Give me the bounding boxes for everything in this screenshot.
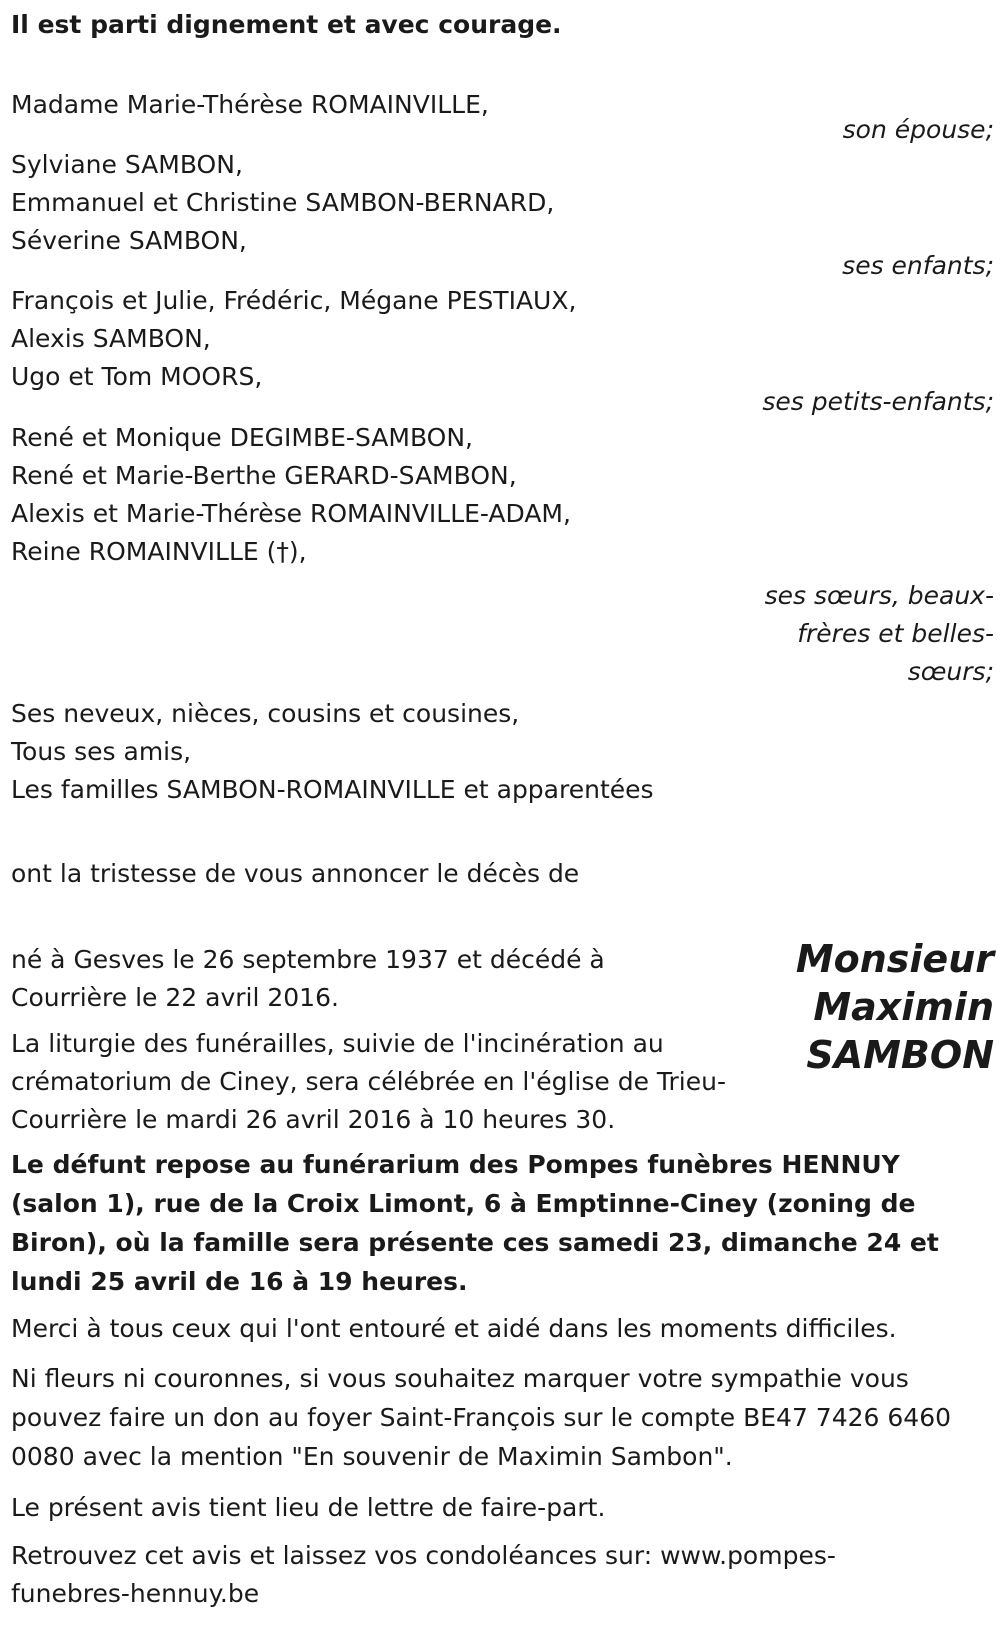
member-line: René et Marie-Berthe GERARD-SAMBON, bbox=[11, 461, 517, 490]
relation-label: ses petits-enfants; bbox=[762, 387, 994, 416]
relation-label: ses enfants; bbox=[842, 251, 994, 280]
others-line: Les familles SAMBON-ROMAINVILLE et apparentées bbox=[11, 775, 654, 804]
relation-label: son épouse; bbox=[842, 115, 994, 144]
donation-text: Ni fleurs ni couronnes, si vous souhaitez marquer votre sympathie vous pouvez faire un don au foyer Saint-François sur le compte BE47 7426 6460 0080 avec la mention "En souvenir de Maximin Sambon". bbox=[11, 1364, 952, 1471]
member-line: Alexis et Marie-Thérèse ROMAINVILLE-ADAM, bbox=[11, 499, 571, 528]
member-line: Madame Marie-Thérèse ROMAINVILLE, bbox=[11, 90, 489, 119]
liturgy-text: La liturgie des funérailles, suivie de l'incinération au crématorium de Ciney, sera célébrée en l'église de Trieu-Courrière le mardi 26 avril 2016 à 10 heures 30. bbox=[11, 1029, 726, 1134]
opening-line: Il est parti dignement et avec courage. bbox=[11, 10, 562, 39]
deceased-title: Monsieur bbox=[795, 937, 994, 981]
member-line: Sylviane SAMBON, bbox=[11, 150, 243, 179]
notice-text: Le présent avis tient lieu de lettre de faire-part. bbox=[11, 1493, 606, 1522]
member-line: René et Monique DEGIMBE-SAMBON, bbox=[11, 423, 473, 452]
deceased-last-name: SAMBON bbox=[806, 1033, 994, 1077]
member-line: Emmanuel et Christine SAMBON-BERNARD, bbox=[11, 188, 555, 217]
birth-death-text: né à Gesves le 26 septembre 1937 et décédé à Courrière le 22 avril 2016. bbox=[11, 945, 605, 1012]
member-line: Reine ROMAINVILLE (†), bbox=[11, 537, 307, 566]
member-line: François et Julie, Frédéric, Mégane PESTIAUX, bbox=[11, 286, 577, 315]
deceased-first-name: Maximin bbox=[813, 985, 994, 1029]
thanks-text: Merci à tous ceux qui l'ont entouré et aidé dans les moments difficiles. bbox=[11, 1314, 897, 1343]
funerarium-text: Le défunt repose au funérarium des Pompes funèbres HENNUY (salon 1), rue de la Croix Limont, 6 à Emptinne-Ciney (zoning de Biron), où la famille sera présente ces samedi 23, dimanche 24 et lundi 25 avril de 16 à 19 heures. bbox=[11, 1150, 939, 1296]
announcement-line: ont la tristesse de vous annoncer le décès de bbox=[11, 859, 580, 888]
deceased-name bbox=[796, 935, 994, 1079]
relation-label: ses sœurs, beaux-frères et belles-sœurs; bbox=[764, 581, 994, 686]
member-line: Alexis SAMBON, bbox=[11, 324, 211, 353]
condolences-text: Retrouvez cet avis et laissez vos condoléances sur: www.pompes-funebres-hennuy.be bbox=[11, 1541, 836, 1608]
others-line: Tous ses amis, bbox=[11, 737, 192, 766]
others-line: Ses neveux, nièces, cousins et cousines, bbox=[11, 699, 520, 728]
member-line: Séverine SAMBON, bbox=[11, 226, 247, 255]
member-line: Ugo et Tom MOORS, bbox=[11, 362, 263, 391]
